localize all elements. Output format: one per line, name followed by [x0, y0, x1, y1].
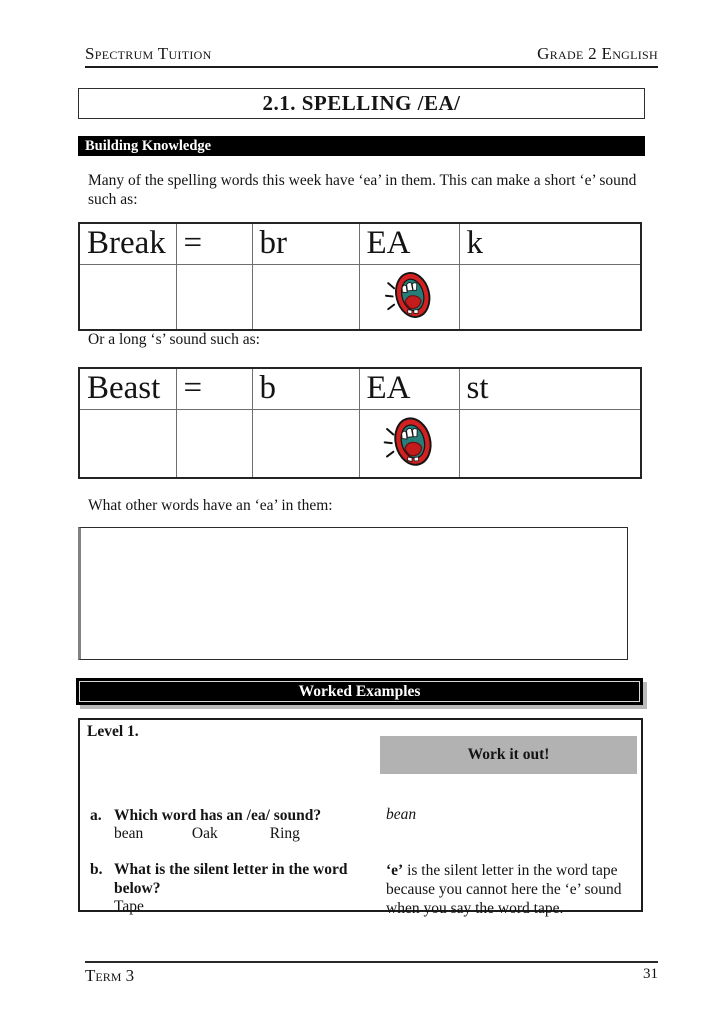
question-a-options — [114, 825, 300, 843]
intro-paragraph: Many of the spelling words this week have ‘ea’ in them. This can make a short ‘e’ sound such as: — [88, 172, 637, 208]
table-cell-empty — [252, 409, 359, 478]
table-cell-empty — [79, 409, 176, 478]
table-cell: EA — [359, 368, 459, 409]
table-cell: EA — [359, 223, 459, 264]
shouting-mouth-icon — [383, 411, 435, 469]
table-cell-empty — [252, 264, 359, 330]
table-cell-mouth — [359, 409, 459, 478]
option-word: Oak — [191, 825, 218, 842]
section-heading-worked-examples: Worked Examples — [76, 678, 643, 705]
table-cell-empty — [176, 264, 252, 330]
table-cell: st — [459, 368, 641, 409]
table-cell: br — [252, 223, 359, 264]
shout-lines — [385, 429, 394, 456]
table-cell: k — [459, 223, 641, 264]
table-cell: = — [176, 368, 252, 409]
option-word: Ring — [269, 825, 300, 842]
level-label: Level 1. — [87, 723, 139, 740]
answer-b-rest: is the silent letter in the word tape because you cannot here the ‘e’ sound when you say the word tape. — [386, 862, 622, 917]
option-word: bean — [114, 825, 144, 842]
table-cell: = — [176, 223, 252, 264]
table-cell: b — [252, 368, 359, 409]
break-word-table — [78, 222, 642, 331]
table-cell: Break — [79, 223, 176, 264]
answer-b — [386, 861, 638, 918]
table-cell-empty — [176, 409, 252, 478]
beast-word-table — [78, 367, 642, 479]
shouting-mouth-icon — [384, 266, 434, 321]
section-heading-building-knowledge: Building Knowledge — [78, 136, 645, 156]
question-a-label: a. — [90, 807, 102, 824]
work-it-out-header: Work it out! — [380, 736, 637, 774]
question-a-text: Which word has an /ea/ sound? — [114, 807, 322, 824]
shout-lines — [386, 283, 394, 309]
question-b-label: b. — [90, 861, 103, 878]
long-sound-text: Or a long ‘s’ sound such as: — [88, 331, 260, 348]
page-title: 2.1. SPELLING /EA/ — [78, 88, 645, 119]
question-b-text: What is the silent letter in the word below? — [114, 861, 348, 897]
header-course: Grade 2 English — [537, 44, 658, 63]
footer-divider — [85, 961, 658, 963]
table-cell: Beast — [79, 368, 176, 409]
table-cell-empty — [459, 264, 641, 330]
worked-examples-box — [78, 718, 643, 917]
header-divider — [85, 66, 658, 68]
answer-a: bean — [386, 806, 417, 823]
student-answer-box — [78, 527, 628, 660]
question-b-word: Tape — [114, 898, 144, 915]
header-brand: Spectrum Tuition — [85, 44, 212, 63]
footer-page-number: 31 — [643, 966, 658, 982]
table-cell-mouth — [359, 264, 459, 330]
other-words-prompt: What other words have an ‘ea’ in them: — [88, 497, 333, 514]
table-cell-empty — [79, 264, 176, 330]
answer-b-lead: ‘e’ — [386, 862, 404, 879]
table-cell-empty — [459, 409, 641, 478]
footer-term: Term 3 — [85, 966, 135, 985]
